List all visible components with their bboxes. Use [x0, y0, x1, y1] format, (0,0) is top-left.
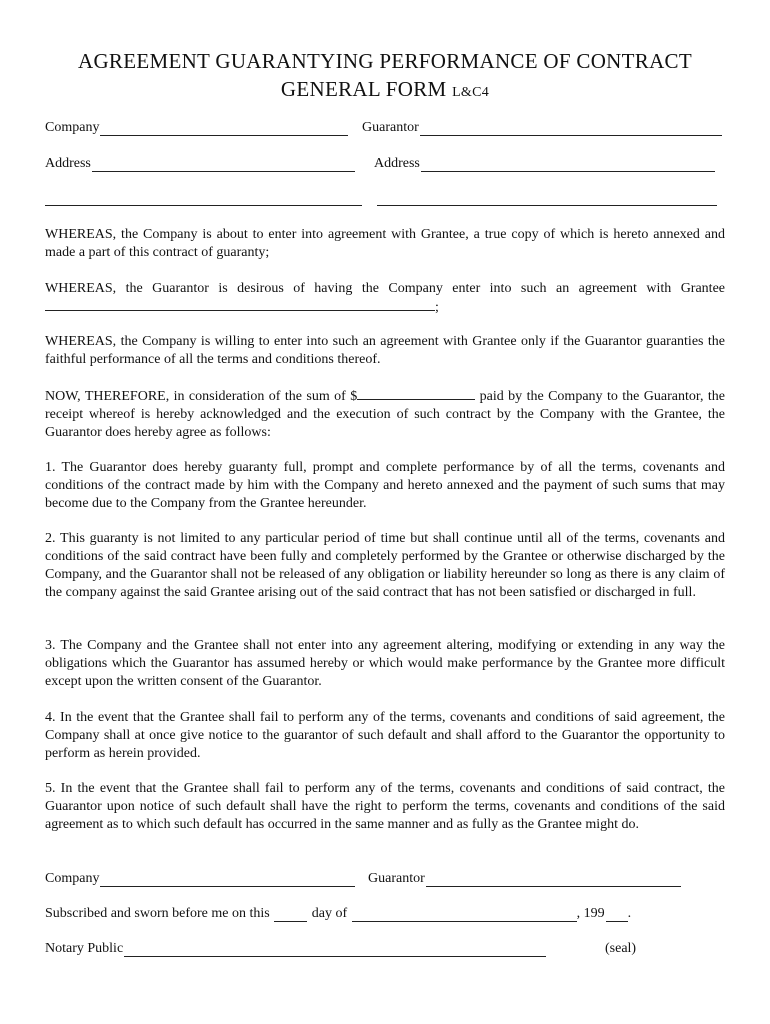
whereas-paragraph-3: WHEREAS, the Company is willing to enter into such an agreement with Grantee only if the Guarantor guaranties the faithful performance of all the terms and conditions thereof. [45, 334, 725, 367]
company-address-input[interactable] [92, 157, 355, 172]
whereas-paragraph-2 [45, 280, 725, 317]
month-input[interactable] [352, 907, 577, 922]
company-label: Company [45, 120, 100, 135]
subscribed-text-d: . [627, 906, 632, 921]
whereas-2-text: WHEREAS, the Guarantor is desirous of having the Company enter into such an agreement with Grantee [45, 281, 725, 296]
grantee-name-input[interactable] [45, 298, 435, 311]
subscribed-text-c: , 199 [576, 906, 605, 921]
document-title [0, 49, 770, 73]
company-field [45, 119, 348, 136]
clause-5: 5. In the event that the Grantee shall fail to perform any of the terms, covenants and conditions of said contract, the Guarantor upon notice of such default shall have the right to perform the terms, covenants and conditions of the said agreement as to which such default has occurred in the same manner and as fully as the Grantee might do. [45, 781, 725, 832]
signature-guarantor-label: Guarantor [368, 871, 425, 886]
guarantor-address-field [374, 155, 715, 172]
notary-label: Notary Public [45, 941, 124, 956]
signature-company-field [45, 870, 355, 887]
subscribed-line [45, 905, 631, 922]
subscribed-text-a: Subscribed and sworn before me on this [45, 906, 274, 921]
notary-field [45, 940, 546, 957]
whereas-2-end: ; [435, 300, 439, 315]
signature-guarantor-input[interactable] [426, 872, 681, 887]
signature-guarantor-field [368, 870, 681, 887]
year-input[interactable] [606, 907, 628, 922]
guarantor-input[interactable] [420, 121, 722, 136]
clause-2: 2. This guaranty is not limited to any particular period of time but shall continue until all of the terms, covenants and conditions of the said contract have been fully and completely performed by the Grantee or otherwise discharged by the Company, and the Guarantor shall not be released of any obligation or liability hereunder so long as there is any claim of the company against the said Grantee arising out of the said contract that has not been satisfied or discharged in full. [45, 531, 725, 600]
seal-text: (seal) [605, 941, 637, 956]
title-line-2: GENERAL FORM [280, 77, 447, 101]
company-address-field [45, 155, 355, 172]
form-code: L&C4 [452, 85, 490, 100]
guarantor-label: Guarantor [362, 120, 419, 135]
title-line-1: AGREEMENT GUARANTYING PERFORMANCE OF CONTRACT [78, 49, 692, 73]
document-subtitle [0, 77, 770, 105]
clause-3: 3. The Company and the Grantee shall not enter into any agreement altering, modifying or extending in any way the obligations which the Guarantor has assumed hereby or which would make performance by the Grantee more difficult except upon the written consent of the Guarantor. [45, 638, 725, 689]
clause-4: 4. In the event that the Grantee shall fail to perform any of the terms, covenants and conditions of said agreement, the Company shall at once give notice to the guarantor of such default and shall afford to the Guarantor the opportunity to perform as herein provided. [45, 710, 725, 761]
subscribed-text-b: day of [308, 906, 351, 921]
day-input[interactable] [274, 907, 307, 922]
guarantor-address-line-2[interactable] [377, 205, 717, 206]
whereas-paragraph-1: WHEREAS, the Company is about to enter into agreement with Grantee, a true copy of which is hereto annexed and made a part of this contract of guaranty; [45, 227, 725, 260]
now-therefore-text-b: paid by the Company to the Guarantor, the receipt whereof is hereby acknowledged and the execution of such contract by the Company with the Grantee, the Guarantor does hereby agree as follows: [45, 389, 725, 440]
company-input[interactable] [100, 121, 348, 136]
guarantor-field [362, 119, 722, 136]
guarantor-address-input[interactable] [421, 157, 715, 172]
company-address-line-2[interactable] [45, 205, 362, 206]
now-therefore-text-a: NOW, THEREFORE, in consideration of the sum of $ [45, 389, 358, 404]
company-address-label: Address [45, 156, 91, 171]
consideration-amount-input[interactable] [357, 387, 475, 400]
clause-1: 1. The Guarantor does hereby guaranty full, prompt and complete performance by of all the terms, covenants and conditions of the contract made by him with the Company and hereto annexed and the payment of such sums that may become due to the Company from the Grantee hereunder. [45, 460, 725, 511]
notary-signature-input[interactable] [124, 942, 546, 957]
now-therefore-paragraph [45, 387, 725, 442]
signature-company-input[interactable] [100, 872, 355, 887]
seal-label [605, 940, 636, 957]
guarantor-address-label: Address [374, 156, 420, 171]
signature-company-label: Company [45, 871, 100, 886]
